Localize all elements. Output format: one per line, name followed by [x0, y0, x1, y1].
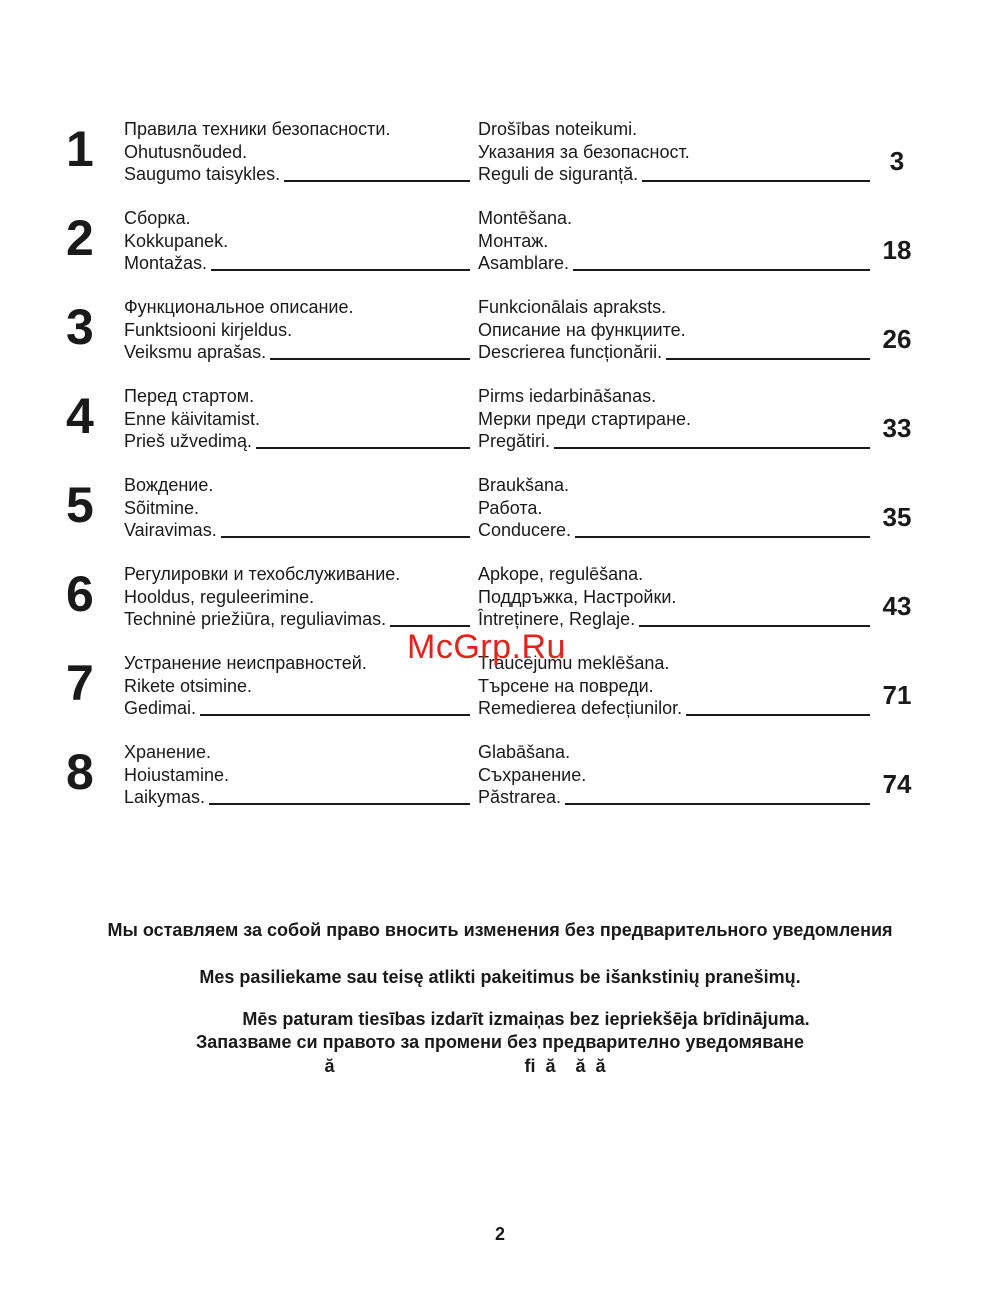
toc-line-text: Montēšana. [478, 208, 573, 228]
toc-line-text: Întreținere, Reglaje. [478, 609, 636, 629]
leader-line [209, 803, 470, 805]
toc-line [478, 296, 870, 319]
toc-line-text: Enne käivitamist. [124, 408, 261, 429]
toc-line-text: Drošības noteikumi. [478, 119, 638, 139]
toc-line-text: Hoiustamine. [124, 764, 230, 785]
toc-column-right [478, 296, 870, 364]
toc-line-text: Перед стартом. [124, 386, 255, 406]
toc-column-left [124, 385, 470, 453]
toc-entry[interactable] [0, 741, 1000, 821]
toc-line [124, 430, 470, 453]
toc-line [124, 341, 470, 364]
toc-line-text: Funktsiooni kirjeldus. [124, 319, 293, 340]
toc-column-left [124, 296, 470, 364]
toc-line-text: Вождение. [124, 475, 214, 495]
toc-line [124, 118, 470, 141]
notice-latvian: Mēs paturam tiesības izdarīt izmaiņas bez iepriekšēja brīdinājuma. [242, 1009, 810, 1029]
toc-line [124, 497, 470, 520]
toc-page-number: 43 [882, 591, 912, 621]
leader-line [666, 358, 870, 360]
leader-line [211, 269, 470, 271]
leader-line [565, 803, 870, 805]
toc-line [478, 497, 870, 520]
toc-line-text: Hooldus, reguleerimine. [124, 586, 315, 607]
toc-column-right [478, 741, 870, 809]
leader-line [554, 447, 870, 449]
page-number: 2 [494, 1224, 505, 1244]
toc-line [478, 141, 870, 164]
toc-line-text: Remedierea defecțiunilor. [478, 698, 683, 718]
toc-entry[interactable] [0, 207, 1000, 287]
notice-bulgarian: Запазваме си правото за промени без предварително уведомяване [195, 1032, 804, 1052]
toc-line-text: Glabāšana. [478, 742, 571, 762]
toc-line-text: Saugumo taisykles. [124, 164, 281, 184]
toc-line-text: Apkope, regulēšana. [478, 564, 644, 584]
toc-line-text: Gedimai. [124, 698, 197, 718]
toc-line-text: Reguli de siguranță. [478, 164, 639, 184]
toc-column-right [478, 474, 870, 542]
toc-line [124, 252, 470, 275]
leader-line [390, 625, 470, 627]
leader-line [270, 358, 470, 360]
toc-line [478, 764, 870, 787]
notice-romanian-fragment: ă fi ă ă ă [324, 1056, 606, 1076]
leader-line [686, 714, 870, 716]
toc-page-number: 3 [889, 146, 905, 176]
toc-line [478, 207, 870, 230]
toc-line [124, 474, 470, 497]
toc-line [478, 519, 870, 542]
toc-line-text: Asamblare. [478, 253, 570, 273]
toc-line [124, 296, 470, 319]
toc-line-text: Păstrarea. [478, 787, 562, 807]
toc-line [478, 408, 870, 431]
toc-line-text: Описание на функциите. [478, 319, 686, 340]
toc-line-text: Регулировки и техобслуживание. [124, 564, 401, 584]
toc-line [124, 408, 470, 431]
toc-line [124, 586, 470, 609]
toc-line [124, 764, 470, 787]
toc-line [478, 252, 870, 275]
section-number: 1 [66, 121, 94, 177]
section-number: 2 [66, 210, 94, 266]
toc-page-number: 35 [882, 502, 912, 532]
toc-line-text: Laikymas. [124, 787, 206, 807]
leader-line [256, 447, 470, 449]
toc-line [124, 230, 470, 253]
toc-line [478, 319, 870, 342]
toc-page-number: 18 [882, 235, 912, 265]
toc-line-text: Търсене на повреди. [478, 675, 654, 696]
toc-column-left [124, 474, 470, 542]
toc-entry[interactable] [0, 385, 1000, 465]
toc-line [478, 474, 870, 497]
toc-line-text: Funkcionālais apraksts. [478, 297, 667, 317]
toc-line-text: Descrierea funcționării. [478, 342, 663, 362]
toc-line-text: Хранение. [124, 742, 211, 762]
leader-line [642, 180, 870, 182]
toc-column-right [478, 563, 870, 631]
toc-line [124, 786, 470, 809]
toc-line-text: Поддръжка, Настройки. [478, 586, 677, 607]
notice-lithuanian: Mes pasiliekame sau teisę atlikti pakeitimus be išankstinių pranešimų. [199, 967, 801, 987]
section-number: 3 [66, 299, 94, 355]
toc-line-text: Указания за безопасност. [478, 141, 690, 162]
section-number: 8 [66, 744, 94, 800]
toc-line [478, 563, 870, 586]
notice-russian: Мы оставляем за собой право вносить изменения без предварительного уведомления [107, 920, 893, 940]
toc-line [124, 741, 470, 764]
toc-line-text: Kokkupanek. [124, 230, 229, 251]
toc-line-text: Traucējumu meklēšana. [478, 653, 670, 673]
toc-line [478, 786, 870, 809]
toc-line [478, 118, 870, 141]
toc-line [124, 563, 470, 586]
toc-column-right [478, 385, 870, 453]
toc-line [124, 675, 470, 698]
section-number: 7 [66, 655, 94, 711]
toc-line [478, 341, 870, 364]
toc-line-text: Rikete otsimine. [124, 675, 253, 696]
toc-line-text: Устранение неисправностей. [124, 653, 367, 673]
toc-line [478, 697, 870, 720]
toc-line-text: Ohutusnõuded. [124, 141, 248, 162]
toc-line [124, 163, 470, 186]
toc-line-text: Работа. [478, 497, 543, 518]
toc-line [124, 141, 470, 164]
toc-line-text: Съхранение. [478, 764, 587, 785]
toc-line-text: Правила техники безопасности. [124, 119, 391, 139]
toc-line [478, 430, 870, 453]
toc-line-text: Сборка. [124, 208, 191, 228]
toc-page-number: 26 [882, 324, 912, 354]
toc-line [478, 675, 870, 698]
toc-line-text: Sõitmine. [124, 497, 200, 518]
watermark-text: McGrp.Ru [407, 628, 566, 666]
toc-line-text: Монтаж. [478, 230, 549, 251]
toc-column-right [478, 118, 870, 186]
toc-line [124, 319, 470, 342]
toc-entry[interactable] [0, 118, 1000, 198]
toc-column-right [478, 207, 870, 275]
toc-line-text: Мерки преди стартиране. [478, 408, 692, 429]
toc-line [124, 207, 470, 230]
leader-line [221, 536, 470, 538]
toc-column-left [124, 741, 470, 809]
toc-line [478, 163, 870, 186]
toc-page-number: 74 [882, 769, 912, 799]
toc-line [478, 230, 870, 253]
toc-line-text: Vairavimas. [124, 520, 217, 540]
toc-line [124, 519, 470, 542]
toc-page-number: 33 [882, 413, 912, 443]
toc-line-text: Braukšana. [478, 475, 570, 495]
toc-line-text: Veiksmu aprašas. [124, 342, 267, 362]
leader-line [200, 714, 470, 716]
leader-line [284, 180, 470, 182]
toc-line-text: Montažas. [124, 253, 208, 273]
toc-line-text: Prieš užvedimą. [124, 431, 253, 451]
section-number: 6 [66, 566, 94, 622]
toc-line [478, 586, 870, 609]
toc-column-left [124, 563, 470, 631]
toc-entry[interactable] [0, 474, 1000, 554]
toc-line-text: Conducere. [478, 520, 572, 540]
toc-line [478, 741, 870, 764]
leader-line [575, 536, 870, 538]
toc-column-left [124, 118, 470, 186]
leader-line [639, 625, 870, 627]
toc-column-left [124, 207, 470, 275]
toc-line-text: Функциональное описание. [124, 297, 354, 317]
toc-line-text: Pregătiri. [478, 431, 551, 451]
toc-line [124, 697, 470, 720]
toc-page-number: 71 [882, 680, 912, 710]
section-number: 5 [66, 477, 94, 533]
toc-line [478, 385, 870, 408]
toc-line [124, 385, 470, 408]
section-number: 4 [66, 388, 94, 444]
toc-line-text: Pirms iedarbināšanas. [478, 386, 657, 406]
toc-line-text: Techninė priežiūra, reguliavimas. [124, 609, 387, 629]
toc-entry[interactable] [0, 296, 1000, 376]
leader-line [573, 269, 870, 271]
